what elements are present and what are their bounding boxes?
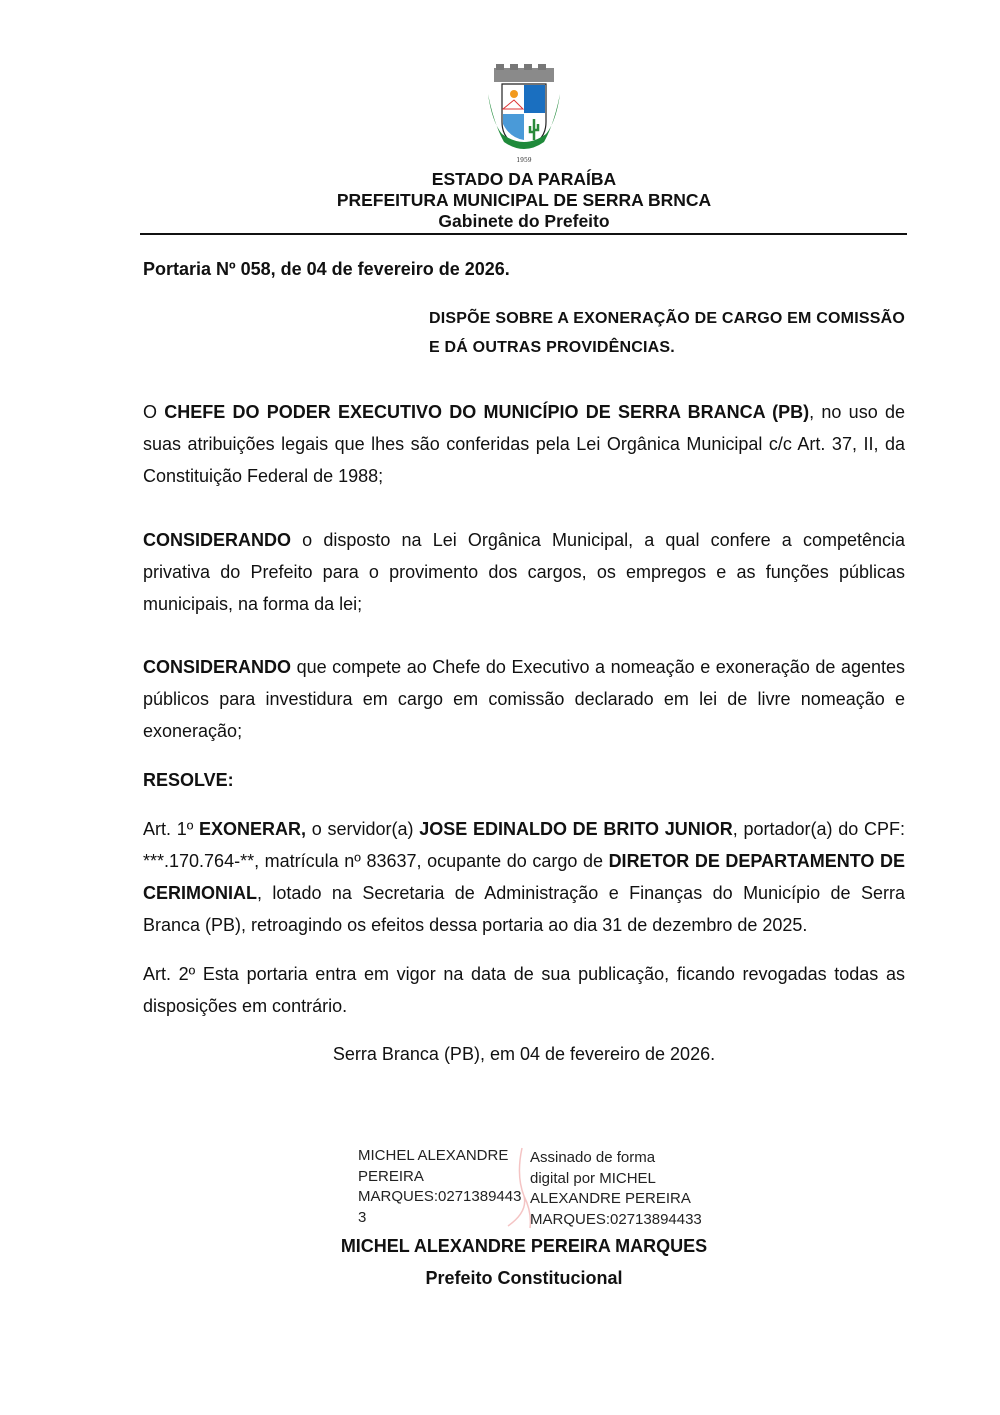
considerando-label: CONSIDERANDO (143, 530, 292, 550)
preamble (143, 396, 905, 492)
document-title: Portaria Nº 058, de 04 de fevereiro de 2026. (143, 259, 510, 279)
signer-name: MICHEL ALEXANDRE PEREIRA MARQUES (340, 1236, 708, 1256)
ementa: DISPÕE SOBRE A EXONERAÇÃO DE CARGO EM COMISSÃO E DÁ OUTRAS PROVIDÊNCIAS. (429, 310, 905, 356)
digital-signature-left (358, 1146, 521, 1228)
preamble-text: , no uso de suas atribuições legais que lhes são conferidas pela Lei Orgânica Municipal c/c Art. 37, II, da Constituição Federal de 1988; (143, 402, 905, 486)
article-1 (143, 813, 905, 941)
art-text: o servidor(a) (306, 819, 420, 839)
signature-line: PEREIRA (358, 1167, 424, 1185)
art-bold: EXONERAR, (199, 819, 307, 839)
art-text: , lotado na Secretaria de Administração e Finanças do Município de Serra Branca (PB), retroagindo os efeitos dessa portaria ao dia 31 de dezembro de 2025. (143, 883, 905, 935)
header-state: ESTADO DA PARAÍBA (431, 169, 617, 189)
considerando-text: o disposto na Lei Orgânica Municipal, a qual confere a competência privativa do Prefeito para o provimento dos cargos, os empregos e as funções públicas municipais, na forma da lei; (143, 530, 905, 614)
signature-line: MARQUES:0271389443 (358, 1188, 522, 1205)
header-divider (140, 233, 907, 235)
position-title: DIRETOR DE DEPARTAMENTO DE CERIMONIAL (143, 851, 905, 903)
svg-text:1959: 1959 (516, 157, 532, 164)
header-gabinete: Gabinete do Prefeito (438, 211, 610, 231)
header-prefeitura: PREFEITURA MUNICIPAL DE SERRA BRNCA (336, 190, 712, 210)
preamble-text: O (143, 402, 165, 422)
signature-line: digital por MICHEL (530, 1169, 656, 1187)
signature-line: MICHEL ALEXANDRE (358, 1147, 509, 1164)
signature-line: Assinado de forma (530, 1149, 656, 1166)
resolve-heading: RESOLVE: (143, 770, 234, 790)
digital-signature-right (530, 1148, 702, 1230)
place-date: Serra Branca (PB), em 04 de fevereiro de 2026. (332, 1044, 716, 1064)
art-text: Art. 1º (143, 819, 200, 839)
municipal-coat-of-arms-logo (484, 64, 564, 164)
signature-line: MARQUES:02713894433 (530, 1210, 702, 1228)
considerando-1 (143, 524, 905, 620)
article-2: Art. 2º Esta portaria entra em vigor na data de sua publicação, ficando revogadas todas as disposições em contrário. (143, 964, 905, 1016)
signature-line: 3 (358, 1208, 367, 1226)
considerando-text: que compete ao Chefe do Executivo a nomeação e exoneração de agentes públicos para investidura em cargo em comissão declarado em lei de livre nomeação e exoneração; (143, 657, 905, 741)
preamble-authority: CHEFE DO PODER EXECUTIVO DO MUNICÍPIO DE SERRA BRANCA (PB) (164, 402, 810, 422)
signer-role: Prefeito Constitucional (425, 1268, 623, 1288)
art-text: , portador(a) do CPF: ***.170.764-**, matrícula nº 83637, ocupante do cargo de (143, 819, 905, 871)
considerando-label: CONSIDERANDO (143, 657, 292, 677)
signature-line: ALEXANDRE PEREIRA (530, 1190, 691, 1207)
servant-name: JOSE EDINALDO DE BRITO JUNIOR (419, 819, 733, 839)
considerando-2 (143, 651, 905, 747)
